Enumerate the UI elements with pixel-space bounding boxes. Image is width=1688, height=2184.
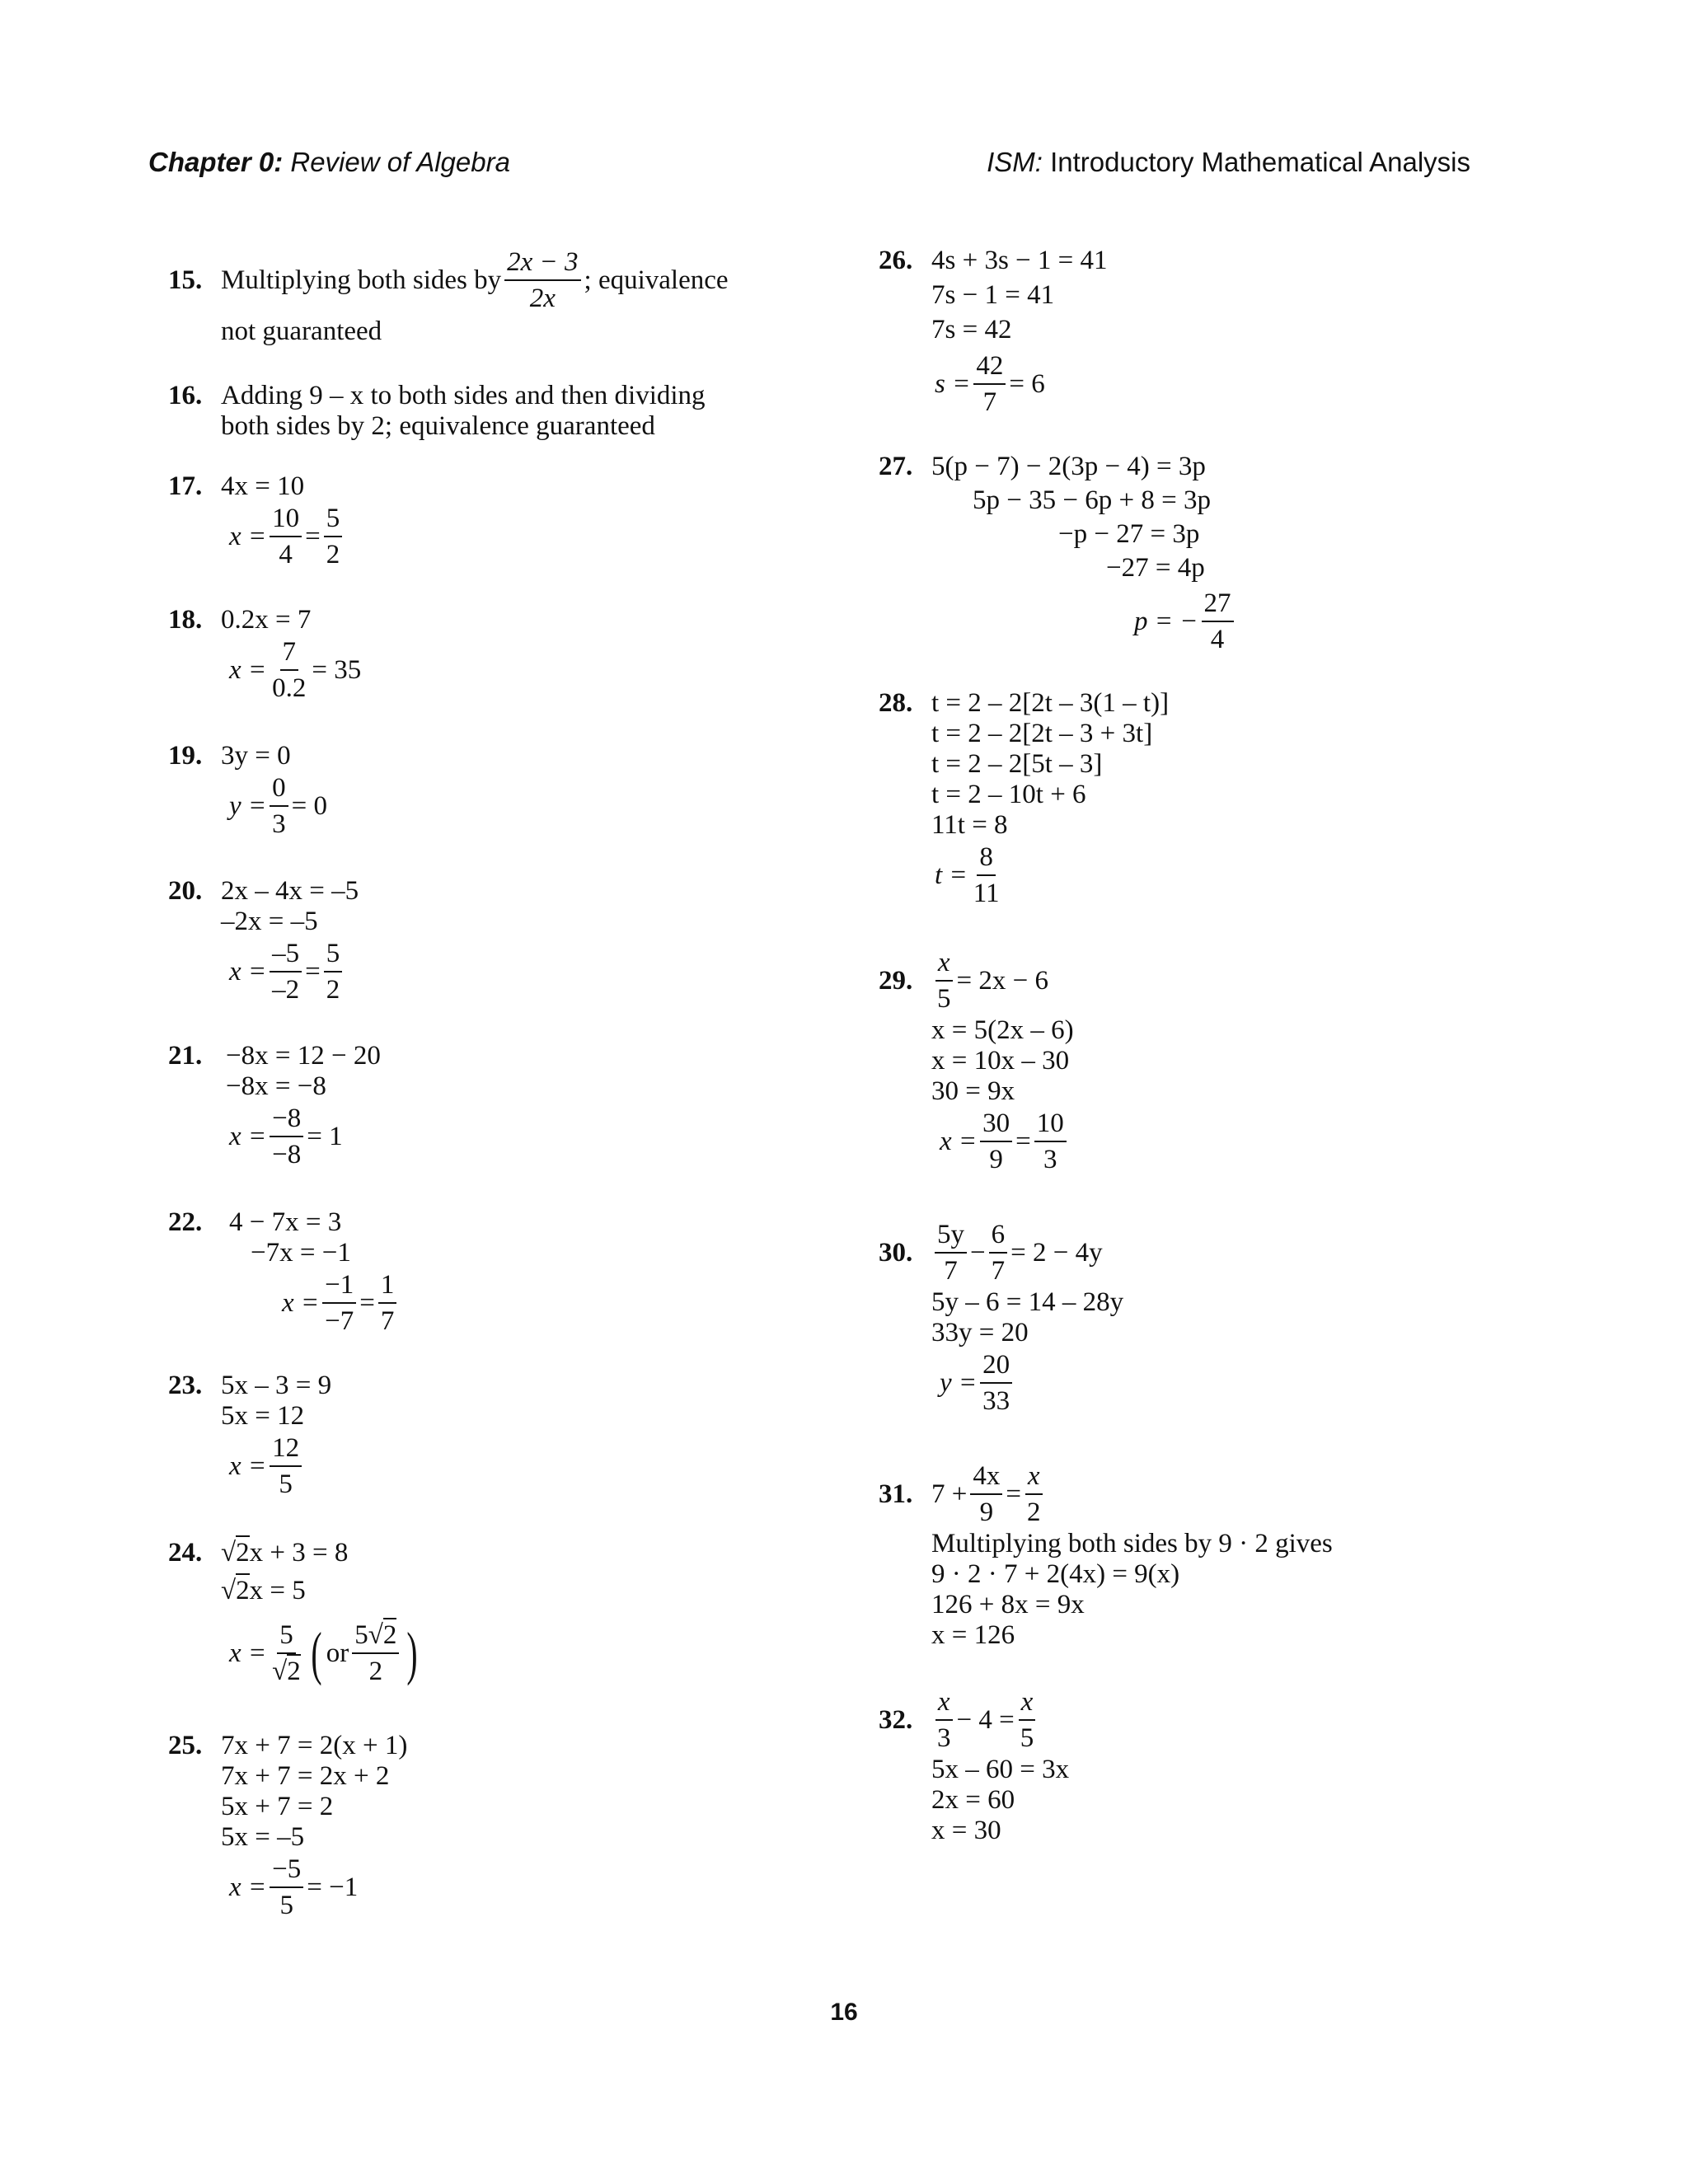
running-header-left xyxy=(148,147,510,178)
page-number: 16 xyxy=(830,1999,858,2026)
fraction xyxy=(504,246,580,314)
square-root: √2 xyxy=(368,1619,397,1651)
equation-line: −p − 27 = 3p xyxy=(1058,519,1200,549)
lhs: x = xyxy=(229,1451,267,1481)
equation-line: x = 30 xyxy=(931,1816,1001,1845)
fraction xyxy=(935,1686,954,1754)
radicand: 2 xyxy=(383,1618,397,1650)
fraction xyxy=(378,1269,397,1337)
denominator: 5 xyxy=(279,1891,293,1920)
rhs: = 0 xyxy=(291,790,328,821)
problem-number: 31. xyxy=(879,1479,913,1509)
equals: = xyxy=(1006,1479,1021,1509)
denominator: 2 xyxy=(326,540,340,569)
numerator: 8 xyxy=(977,841,996,876)
fraction xyxy=(270,938,302,1005)
equation-line: 4x = 10 xyxy=(221,471,305,501)
equation-line: 4s + 3s − 1 = 41 xyxy=(931,246,1108,275)
problem-number: 15. xyxy=(168,265,203,295)
fraction xyxy=(270,1619,303,1687)
book-label: ISM: xyxy=(987,147,1043,177)
numerator: −8 xyxy=(270,1103,303,1137)
numerator: 6 xyxy=(989,1219,1008,1254)
denominator: 2x xyxy=(529,284,556,313)
rhs: = −1 xyxy=(307,1872,359,1902)
left-paren: ( xyxy=(311,1620,322,1686)
problem-text: both sides by 2; equivalence guaranteed xyxy=(221,411,655,441)
running-header-right xyxy=(987,147,1470,178)
problem-number: 23. xyxy=(168,1371,203,1400)
equals: − 4 = xyxy=(956,1704,1015,1735)
numerator: −5 xyxy=(270,1854,303,1888)
denominator: 4 xyxy=(279,540,293,569)
fraction xyxy=(270,636,308,704)
equation-line: 4 − 7x = 3 xyxy=(229,1207,342,1237)
denominator: 9 xyxy=(989,1145,1003,1174)
problem-number: 32. xyxy=(879,1705,913,1735)
equation-line: t = 2 – 10t + 6 xyxy=(931,780,1086,809)
problem-number: 25. xyxy=(168,1731,203,1760)
problem-text: Adding 9 – x to both sides and then dividing xyxy=(221,381,706,410)
rhs: = 1 xyxy=(307,1121,343,1151)
equation-line: 5x – 60 = 3x xyxy=(931,1755,1070,1784)
problem-number: 28. xyxy=(879,688,913,718)
numerator: x xyxy=(1025,1460,1043,1495)
fraction xyxy=(971,841,1002,909)
numerator: x xyxy=(935,947,953,982)
denominator: 7 xyxy=(982,387,997,417)
numerator: x xyxy=(935,1686,953,1721)
equation-line: 5y – 6 = 14 – 28y xyxy=(931,1287,1124,1317)
fraction xyxy=(270,772,288,840)
denominator: 33 xyxy=(982,1386,1010,1416)
denominator: 4 xyxy=(1210,625,1225,654)
numerator: 12 xyxy=(270,1432,302,1467)
chapter-label: Chapter 0: xyxy=(148,147,284,177)
fraction xyxy=(980,1108,1012,1175)
chapter-title: Review of Algebra xyxy=(290,147,510,177)
equation-line: 7s = 42 xyxy=(931,315,1012,344)
numerator: –5 xyxy=(270,938,302,972)
equation-line: x = 10x – 30 xyxy=(931,1046,1070,1076)
numerator: 1 xyxy=(378,1269,397,1304)
numerator: 5 xyxy=(277,1619,296,1654)
lhs: p = − xyxy=(1134,606,1198,636)
problem-text: Multiplying both sides by 9 · 2 gives xyxy=(931,1529,1333,1558)
fraction xyxy=(980,1349,1012,1417)
square-root: √2 xyxy=(272,1656,301,1687)
problem-number: 24. xyxy=(168,1538,203,1568)
rhs: = 35 xyxy=(312,654,362,685)
equation-line: –2x = –5 xyxy=(221,907,318,936)
equals: = xyxy=(359,1287,375,1318)
problem-number: 18. xyxy=(168,605,203,635)
equation-line: 11t = 8 xyxy=(931,810,1008,840)
denominator: 5 xyxy=(937,984,951,1014)
fraction xyxy=(270,503,302,570)
fraction xyxy=(270,1432,302,1500)
radicand: 2 xyxy=(287,1654,301,1686)
denominator: 5 xyxy=(279,1469,293,1499)
equation-line: t = 2 – 2[2t – 3 + 3t] xyxy=(931,719,1153,748)
numerator: 20 xyxy=(980,1349,1012,1384)
fraction xyxy=(270,1854,303,1921)
or-text: or xyxy=(326,1638,349,1668)
rhs: = 2x − 6 xyxy=(956,965,1048,996)
equation-line: t = 2 – 2[2t – 3(1 – t)] xyxy=(931,688,1170,718)
book-title: Introductory Mathematical Analysis xyxy=(1050,147,1470,177)
equation-line: 5x = –5 xyxy=(221,1822,305,1852)
fraction xyxy=(935,947,954,1015)
fraction xyxy=(970,1460,1002,1528)
equation-line: 5x = 12 xyxy=(221,1401,305,1431)
numerator: 4x xyxy=(970,1460,1002,1495)
problem-number: 29. xyxy=(879,966,913,996)
lhs: s = xyxy=(935,368,971,399)
denominator: 2 xyxy=(1027,1497,1041,1527)
fraction xyxy=(324,938,343,1005)
equation-line: 2x = 60 xyxy=(931,1785,1015,1815)
problem-number: 21. xyxy=(168,1041,203,1071)
numerator: 7 xyxy=(280,636,299,671)
equation-line: 5p − 35 − 6p + 8 = 3p xyxy=(973,485,1211,515)
numerator: 5 xyxy=(324,938,343,972)
fraction xyxy=(989,1219,1008,1286)
equation-line: 3y = 0 xyxy=(221,741,291,771)
lhs: x = xyxy=(282,1287,320,1318)
equation-line: −27 = 4p xyxy=(1106,553,1205,583)
fraction xyxy=(1202,588,1234,655)
equation-line: 5x + 7 = 2 xyxy=(221,1792,334,1821)
equation-line: 33y = 20 xyxy=(931,1318,1029,1347)
equals: = xyxy=(305,956,321,987)
denominator: 3 xyxy=(272,809,286,839)
equals: = xyxy=(1015,1126,1031,1156)
numerator: 42 xyxy=(973,350,1006,385)
problem-number: 22. xyxy=(168,1207,203,1237)
equation-line: t = 2 – 2[5t – 3] xyxy=(931,749,1103,779)
equation-line: 7x + 7 = 2(x + 1) xyxy=(221,1731,408,1760)
equation-line: −8x = 12 − 20 xyxy=(226,1041,381,1071)
problem-text: Multiplying both sides by xyxy=(221,265,502,295)
denominator: 7 xyxy=(944,1256,958,1286)
problem-number: 16. xyxy=(168,381,203,410)
equation-line: 2x – 4x = –5 xyxy=(221,876,359,906)
numerator: 30 xyxy=(980,1108,1012,1142)
denominator: 7 xyxy=(380,1306,395,1336)
rhs: = 2 − 4y xyxy=(1010,1237,1103,1268)
problem-text: not guaranteed xyxy=(221,316,382,346)
radicand: 2 xyxy=(236,1535,250,1568)
denominator: 9 xyxy=(979,1497,994,1527)
denominator: –2 xyxy=(272,975,300,1005)
fraction xyxy=(1034,1108,1067,1175)
equation-line: 0.2x = 7 xyxy=(221,605,312,635)
denominator: 0.2 xyxy=(272,673,307,703)
equation-line: x = 126 xyxy=(931,1620,1015,1650)
fraction xyxy=(322,1269,356,1337)
problem-text: ; equivalence xyxy=(584,265,729,295)
lhs: t = xyxy=(935,860,968,890)
lhs: y = xyxy=(940,1367,978,1398)
denominator: 7 xyxy=(991,1256,1006,1286)
fraction xyxy=(973,350,1006,418)
numerator: 5 xyxy=(354,1620,368,1650)
denominator: 11 xyxy=(973,879,1000,908)
minus: − xyxy=(970,1237,986,1268)
equation-line: 5x – 3 = 9 xyxy=(221,1371,332,1400)
equals: = xyxy=(305,521,321,551)
numerator: 10 xyxy=(1034,1108,1067,1142)
fraction xyxy=(352,1619,399,1687)
fraction xyxy=(1018,1686,1037,1754)
fraction xyxy=(1025,1460,1043,1528)
lhs: x = xyxy=(229,521,267,551)
equation-line: −7x = −1 xyxy=(251,1238,351,1268)
problem-number: 27. xyxy=(879,452,913,481)
problem-number: 30. xyxy=(879,1238,913,1268)
denominator: −7 xyxy=(325,1306,354,1336)
equation-line: −8x = −8 xyxy=(226,1071,326,1101)
equation-line: 126 + 8x = 9x xyxy=(931,1590,1085,1619)
lhs: x = xyxy=(229,1638,267,1668)
numerator: 27 xyxy=(1202,588,1234,622)
right-paren: ) xyxy=(406,1620,418,1686)
denominator: −8 xyxy=(272,1140,302,1169)
lhs: 7 + xyxy=(931,1479,968,1509)
numerator: 0 xyxy=(270,772,288,807)
lhs: x = xyxy=(229,654,267,685)
denominator: 2 xyxy=(368,1657,383,1686)
lhs: x = xyxy=(229,1872,267,1902)
equation-line: x + 3 = 8 xyxy=(249,1538,349,1568)
lhs: x = xyxy=(940,1126,978,1156)
problem-number: 17. xyxy=(168,471,203,501)
equation-line: x = 5 xyxy=(249,1576,306,1605)
denominator: 3 xyxy=(1043,1145,1057,1174)
numerator: 5y xyxy=(935,1219,967,1254)
equation-line: 9 · 2 · 7 + 2(4x) = 9(x) xyxy=(931,1559,1180,1589)
lhs: x = xyxy=(229,956,267,987)
denominator: 5 xyxy=(1020,1723,1034,1753)
fraction xyxy=(324,503,343,570)
denominator: 2 xyxy=(326,975,340,1005)
fraction xyxy=(270,1103,303,1170)
square-root: √2 xyxy=(221,1538,250,1568)
fraction xyxy=(935,1219,967,1286)
rhs: = 6 xyxy=(1009,368,1045,399)
problem-number: 19. xyxy=(168,741,203,771)
problem-number: 26. xyxy=(879,246,913,275)
equation-line: 30 = 9x xyxy=(931,1076,1015,1106)
numerator: x xyxy=(1019,1686,1036,1721)
numerator: 10 xyxy=(270,503,302,537)
problem-number: 20. xyxy=(168,876,203,906)
numerator: 5 xyxy=(324,503,343,537)
numerator: −1 xyxy=(322,1269,356,1304)
equation-line: 7x + 7 = 2x + 2 xyxy=(221,1761,390,1791)
equation-line: 7s − 1 = 41 xyxy=(931,280,1055,310)
lhs: x = xyxy=(229,1121,267,1151)
equation-line: x = 5(2x – 6) xyxy=(931,1015,1074,1045)
denominator: 3 xyxy=(937,1723,951,1753)
numerator: 2x − 3 xyxy=(504,246,580,281)
lhs: y = xyxy=(229,790,267,821)
square-root: √2 xyxy=(221,1576,250,1606)
radicand: 2 xyxy=(236,1573,250,1605)
equation-line: 5(p − 7) − 2(3p − 4) = 3p xyxy=(931,452,1206,481)
